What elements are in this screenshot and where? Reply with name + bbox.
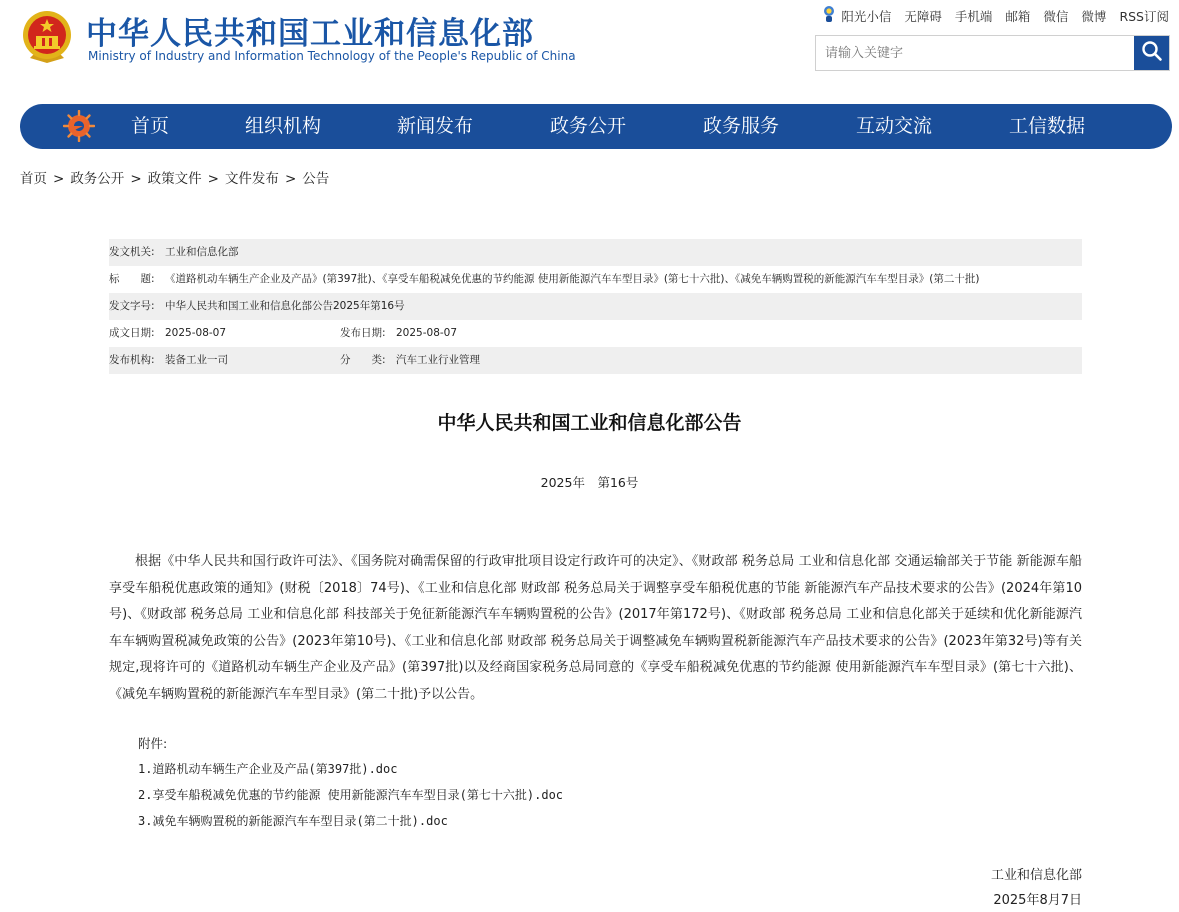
meta-issuer-value: 工业和信息化部 (165, 246, 239, 258)
document-number: 2025年 第16号 (540, 475, 639, 490)
nav-item-data[interactable]: 工信数据 (1009, 115, 1086, 137)
national-emblem-icon[interactable] (20, 8, 74, 66)
meta-category-value: 汽车工业行业管理 (396, 354, 480, 366)
weibo-link[interactable]: 微博 (1081, 8, 1107, 24)
breadcrumb-separator: > (53, 171, 65, 187)
meta-row-dept (109, 347, 1082, 374)
site-subtitle: Ministry of Industry and Information Technology of the People's Republic of China (88, 49, 576, 63)
meta-created-value: 2025-08-07 (165, 327, 227, 339)
document-meta-table (109, 239, 1082, 374)
rss-link[interactable]: RSS订阅 (1119, 8, 1169, 24)
breadcrumb-gov-affairs[interactable]: 政务公开 (70, 171, 125, 187)
nav-item-home[interactable]: 首页 (131, 115, 170, 137)
meta-dept-value: 装备工业一司 (165, 354, 228, 366)
search-input[interactable] (816, 36, 1134, 70)
nav-item-news[interactable]: 新闻发布 (397, 115, 474, 137)
meta-row-doc-no (109, 293, 1082, 320)
site-title[interactable]: 中华人民共和国工业和信息化部 (86, 16, 534, 52)
nav-item-interaction[interactable]: 互动交流 (856, 115, 933, 137)
main-nav (20, 104, 1172, 149)
meta-category-label: 分 类: (340, 354, 386, 366)
signer: 工业和信息化部 (990, 868, 1082, 883)
meta-published-value: 2025-08-07 (396, 327, 458, 339)
breadcrumb-file-release[interactable]: 文件发布 (224, 171, 279, 187)
breadcrumb-announcement[interactable]: 公告 (302, 171, 330, 187)
meta-doc-no-label: 发文字号: (109, 300, 155, 312)
meta-dept-label: 发布机构: (109, 354, 155, 366)
document-title: 中华人民共和国工业和信息化部公告 (437, 412, 742, 434)
meta-row-dates (109, 320, 1082, 347)
sunshine-link[interactable] (821, 5, 891, 26)
nav-item-gov-affairs[interactable]: 政务公开 (550, 115, 627, 137)
breadcrumb (20, 167, 329, 187)
document-body: 根据《中华人民共和国行政许可法》、《国务院对确需保留的行政审批项目设定行政许可的决定》、《财政部 税务总局 工业和信息化部 交通运输部关于节能 新能源车船享受车船税优惠政策的通知》(财税〔2018〕74号)、《工业和信息化部 财政部 税务总局关于调整享受车船税优惠的节能 新能源汽车产品技术要求的公告》(2024年第10号)、《财政部 税务总局 工业和信息化部 科技部关于免征新能源汽车车辆购置税的公告》(2017年第172号)、《财政部 税务总局 工业和信息化部关于延续和优化新能源汽车车辆购置税减免政策的公告》(2023年第10号)、《工业和信息化部 财政部 税务总局关于调整减免车辆购置税新能源汽车产品技术要求的公告》(2023年第32号)等有关规定,现将许可的《道路机动车辆生产企业及产品》(第397批)以及经商国家税务总局同意的《享受车船税减免优惠的节约能源 使用新能源汽车车型目录》(第七十六批)、《减免车辆购置税的新能源汽车车型目录》(第二十批)予以公告。 (109, 554, 1082, 702)
mailbox-link[interactable]: 邮箱 (1005, 8, 1031, 24)
sign-date: 2025年8月7日 (993, 893, 1082, 908)
breadcrumb-policy-files[interactable]: 政策文件 (147, 171, 202, 187)
breadcrumb-separator: > (130, 171, 142, 187)
meta-created-label: 成文日期: (109, 327, 155, 339)
search-icon (1141, 40, 1163, 66)
attachment-link-3[interactable]: 3.减免车辆购置税的新能源汽车车型目录(第二十批).doc (138, 814, 448, 828)
search-button[interactable] (1134, 36, 1169, 70)
attachment-link-1[interactable]: 1.道路机动车辆生产企业及产品(第397批).doc (138, 762, 398, 776)
breadcrumb-separator: > (284, 171, 297, 187)
breadcrumb-separator: > (207, 171, 219, 187)
attachments-label: 附件: (138, 736, 168, 751)
sunshine-mascot-icon (821, 5, 837, 26)
ministry-logo-icon[interactable] (63, 110, 95, 142)
meta-row-issuer (109, 239, 1082, 266)
nav-item-gov-services[interactable]: 政务服务 (703, 115, 780, 137)
mobile-link[interactable]: 手机端 (954, 8, 993, 24)
meta-issuer-label: 发文机关: (109, 246, 155, 258)
site-header (0, 0, 1179, 90)
wechat-link[interactable]: 微信 (1043, 8, 1069, 24)
breadcrumb-home[interactable]: 首页 (20, 171, 47, 187)
meta-row-title (109, 266, 1082, 293)
top-links (821, 5, 1169, 26)
meta-published-label: 发布日期: (340, 327, 386, 339)
meta-doc-no-value: 中华人民共和国工业和信息化部公告2025年第16号 (165, 300, 405, 312)
meta-title-value: 《道路机动车辆生产企业及产品》(第397批)、《享受车船税减免优惠的节约能源 使用新能源汽车车型目录》(第七十六批)、《减免车辆购置税的新能源汽车车型目录》(第二十批) (165, 273, 980, 285)
sunshine-label: 阳光小信 (841, 8, 892, 24)
meta-title-label: 标 题: (109, 273, 155, 285)
nav-item-organization[interactable]: 组织机构 (245, 115, 322, 137)
attachment-link-2[interactable]: 2.享受车船税减免优惠的节约能源 使用新能源汽车车型目录(第七十六批).doc (138, 788, 564, 802)
accessibility-link[interactable]: 无障碍 (904, 8, 942, 24)
search-box (815, 35, 1170, 71)
